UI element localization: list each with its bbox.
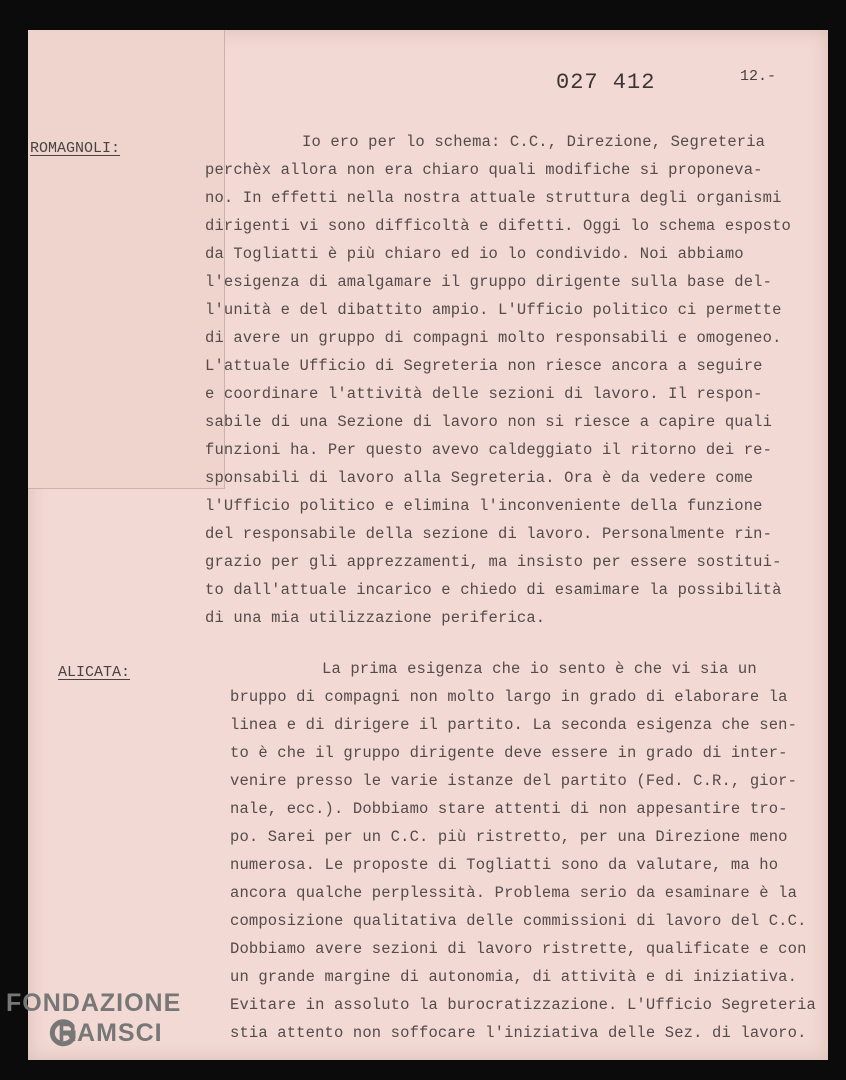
- text-line: l'Ufficio politico e elimina l'inconveniente della funzione: [205, 497, 763, 515]
- document-number: 027 412: [556, 70, 656, 95]
- text-line: stia attento non soffocare l'iniziativa delle Sez. di lavoro.: [230, 1024, 807, 1042]
- watermark-g-icon: [48, 1018, 78, 1048]
- text-line: bruppo di compagni non molto largo in grado di elaborare la: [230, 688, 788, 706]
- text-line: to dall'attuale incarico e chiedo di esamimare la possibilità: [205, 581, 782, 599]
- text-line: Dobbiamo avere sezioni di lavoro ristrette, qualificate e con: [230, 940, 807, 958]
- text-line: di una mia utilizzazione periferica.: [205, 609, 546, 627]
- text-line: dirigenti vi sono difficoltà e difetti. Oggi lo schema esposto: [205, 217, 791, 235]
- text-line: ancora qualche perplessità. Problema serio da esaminare è la: [230, 884, 798, 902]
- text-line: linea e di dirigere il partito. La seconda esigenza che sen-: [230, 716, 798, 734]
- text-line: venire presso le varie istanze del partito (Fed. C.R., gior-: [230, 772, 798, 790]
- watermark-logo: [6, 988, 181, 1048]
- text-line: Io ero per lo schema: C.C., Direzione, Segreteria: [302, 133, 766, 151]
- text-line: l'unità e del dibattito ampio. L'Ufficio politico ci permette: [205, 301, 782, 319]
- text-line: La prima esigenza che io sento è che vi sia un: [322, 660, 757, 678]
- text-line: to è che il gruppo dirigente deve essere in grado di inter-: [230, 744, 788, 762]
- text-line: funzioni ha. Per questo avevo caldeggiato il ritorno dei re-: [205, 441, 773, 459]
- text-line: e coordinare l'attività delle sezioni di lavoro. Il respon-: [205, 385, 763, 403]
- speaker-label-romagnoli: ROMAGNOLI:: [30, 140, 121, 157]
- text-line: po. Sarei per un C.C. più ristretto, per una Direzione meno: [230, 828, 788, 846]
- watermark-line-1: FONDAZIONE: [6, 989, 182, 1017]
- paper-overlap-strip: [28, 30, 225, 489]
- text-line: un grande margine di autonomia, di attività e di iniziativa.: [230, 968, 798, 986]
- text-line: L'attuale Ufficio di Segreteria non riesce ancora a seguire: [205, 357, 763, 375]
- text-line: sabile di una Sezione di lavoro non si riesce a capire quali: [205, 413, 773, 431]
- watermark-line-2: RAMSCI: [58, 1019, 163, 1047]
- text-line: l'esigenza di amalgamare il gruppo dirigente sulla base del-: [205, 273, 773, 291]
- text-line: perchèx allora non era chiaro quali modifiche si proponeva-: [205, 161, 763, 179]
- document-page: [28, 30, 828, 1060]
- text-line: grazio per gli apprezzamenti, ma insisto per essere sostitui-: [205, 553, 782, 571]
- speaker-label-alicata: ALICATA:: [58, 664, 131, 681]
- text-line: sponsabili di lavoro alla Segreteria. Ora è da vedere come: [205, 469, 754, 487]
- page-number: 12.-: [740, 68, 777, 85]
- text-line: numerosa. Le proposte di Togliatti sono da valutare, ma ho: [230, 856, 779, 874]
- text-line: Evitare in assoluto la burocratizzazione. L'Ufficio Segreteria: [230, 996, 816, 1014]
- text-line: no. In effetti nella nostra attuale struttura degli organismi: [205, 189, 782, 207]
- text-line: di avere un gruppo di compagni molto responsabili e omogeneo.: [205, 329, 782, 347]
- text-line: nale, ecc.). Dobbiamo stare attenti di non appesantire tro-: [230, 800, 788, 818]
- text-line: composizione qualitativa delle commissioni di lavoro del C.C.: [230, 912, 807, 930]
- text-line: del responsabile della sezione di lavoro. Personalmente rin-: [205, 525, 773, 543]
- text-line: da Togliatti è più chiaro ed io lo condivido. Noi abbiamo: [205, 245, 744, 263]
